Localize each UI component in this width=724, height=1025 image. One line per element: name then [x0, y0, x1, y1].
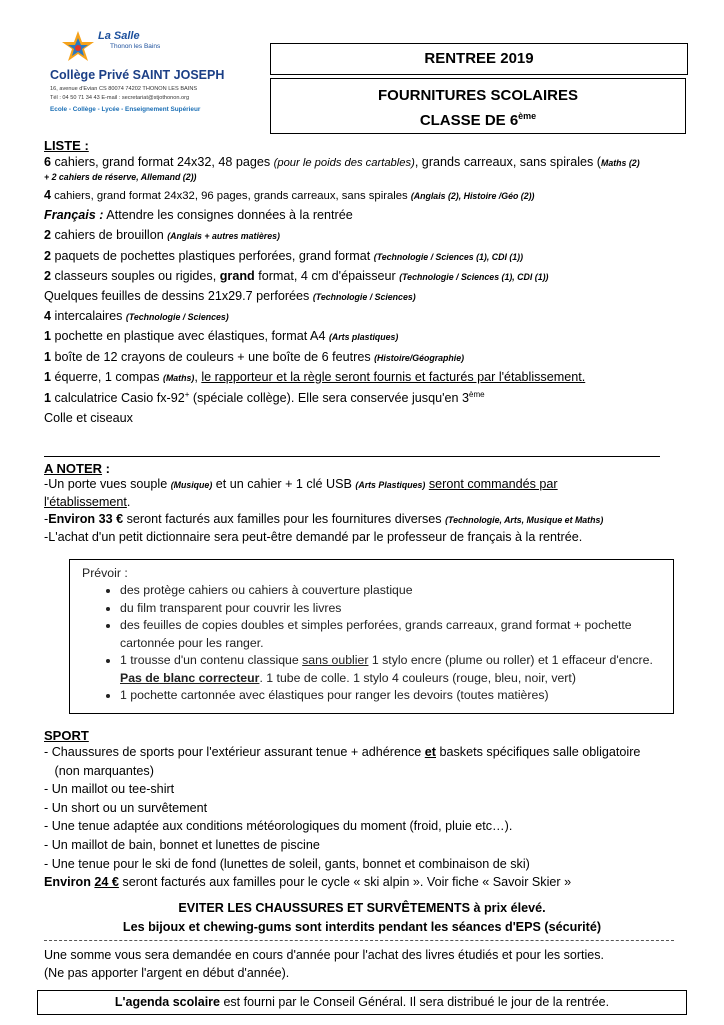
classe-title	[271, 106, 685, 131]
qty: 2	[44, 268, 52, 283]
sport-amount: 24 €	[94, 875, 119, 890]
qty: 4	[44, 188, 52, 202]
divider	[44, 456, 660, 457]
qty: 1	[44, 349, 52, 364]
qty: 2	[44, 248, 52, 263]
school-address: 16, avenue d'Evian CS 80074 74202 THONON LES BAINS	[50, 86, 198, 92]
item-text: 1 trousse d'un contenu classique	[120, 653, 303, 667]
sport-line: - Une tenue adaptée aux conditions météorologiques du moment (froid, pluie etc…).	[44, 819, 513, 834]
agenda-label: L'agenda scolaire	[114, 995, 220, 1009]
note-subject: (Musique)	[170, 480, 213, 490]
sport-line	[44, 743, 704, 762]
agenda-box	[37, 990, 687, 1015]
list-item-cont	[44, 169, 684, 183]
item-note-underlined: le rapporteur et la règle seront fournis et facturés par l'établissement.	[201, 369, 586, 384]
item-text: paquets de pochettes plastiques perforées, grand format	[51, 248, 374, 263]
school-contact: Tél : 04 50 71 34 43 E-mail : secretariat@stjothonon.org	[50, 95, 190, 101]
sport-line: (non marquantes)	[44, 763, 154, 778]
list-item	[44, 309, 684, 323]
prevoir-list	[82, 582, 661, 705]
item-emphasis: grand	[219, 268, 255, 283]
note-text: seront facturés aux familles pour les fournitures diverses	[123, 512, 446, 526]
item-underlined: sans oublier	[302, 653, 369, 667]
item-subject: (Maths)	[163, 372, 195, 383]
list-item	[44, 249, 684, 263]
note-line	[44, 529, 684, 546]
sport-line	[44, 873, 704, 892]
item-subject: (Technologie / Sciences)	[312, 291, 416, 302]
star-logo-icon	[60, 30, 96, 64]
item-text: Attendre les consignes données à la rentrée	[103, 208, 353, 223]
logo-brand: La Salle	[98, 30, 140, 42]
qty: 1	[44, 329, 52, 344]
note-line	[44, 476, 684, 494]
item-subject: (Technologie / Sciences)	[125, 312, 229, 323]
note-underlined: seront commandés par	[428, 477, 558, 491]
sport-title: SPORT	[44, 728, 89, 743]
item-subject: (Anglais + autres matières)	[167, 231, 280, 242]
dashed-divider	[44, 940, 674, 941]
list-item	[44, 289, 684, 303]
sport-text: - Chaussures de sports pour l'extérieur assurant tenue + adhérence	[44, 745, 425, 759]
school-levels: Ecole - Collège - Lycée - Enseignement Supérieur	[50, 106, 201, 113]
sport-line: - Un maillot de bain, bonnet et lunettes de piscine	[44, 837, 320, 852]
sport-line: - Un short ou un survêtement	[44, 800, 208, 815]
item-note: (pour le poids des cartables)	[273, 157, 415, 169]
item-text: classeurs souples ou rigides,	[51, 268, 220, 283]
qty: 6	[44, 155, 52, 169]
item-text: format, 4 cm d'épaisseur	[254, 268, 400, 283]
item-text: , grands carreaux, sans spirales (	[414, 155, 602, 169]
note-text: -Un porte vues souple	[44, 477, 171, 491]
list-item: • des feuilles de copies doubles et simples perforées, grands carreaux, grand format + pochette cartonnée pour les ranger.	[120, 617, 661, 652]
eviter-notice	[44, 899, 680, 937]
list-item: • du film transparent pour couvrir les livres	[120, 600, 661, 618]
classe-sup: ème	[518, 111, 537, 121]
qty: 4	[44, 309, 52, 324]
item-text: boîte de 12 crayons de couleurs + une boîte de 6 feutres	[51, 349, 375, 364]
list-item	[44, 208, 684, 222]
list-item	[44, 390, 684, 405]
note-text: .	[126, 495, 131, 509]
list-item	[44, 350, 684, 364]
rentree-title: RENTREE 2019	[424, 50, 534, 67]
a-noter-heading	[44, 461, 684, 476]
sport-text: seront facturés aux familles pour le cycle « ski alpin ». Voir fiche « Savoir Skier »	[118, 875, 572, 890]
item-text: (spéciale collège). Elle sera conservée jusqu'en 3	[189, 391, 469, 406]
item-subject: + 2 cahiers de réserve, Allemand (2))	[44, 172, 197, 182]
sport-text: baskets spécifiques salle obligatoire	[436, 745, 641, 759]
fournitures-title: FOURNITURES SCOLAIRES	[377, 87, 578, 104]
item-text: calculatrice Casio fx-92	[51, 391, 185, 406]
list-item: • 1 pochette cartonnée avec élastiques pour ranger les devoirs (toutes matières)	[120, 687, 661, 705]
item-label: Français :	[44, 208, 104, 223]
prevoir-box	[69, 559, 674, 714]
item-subject: (Arts plastiques)	[328, 332, 399, 343]
item-text: Colle et ciseaux	[44, 411, 133, 426]
item-text: pochette en plastique avec élastiques, format A4	[51, 329, 329, 344]
item-text: Quelques feuilles de dessins 21x29.7 perforées	[44, 288, 313, 303]
liste-section	[44, 138, 684, 431]
item-subject: (Technologie / Sciences (1), CDI (1))	[373, 251, 524, 262]
note-text: -L'achat d'un petit dictionnaire sera peut-être demandé par le professeur de français à la rentrée.	[44, 530, 583, 544]
item-sup: +	[184, 389, 190, 399]
list-item	[44, 269, 684, 283]
sport-line: - Une tenue pour le ski de fond (lunettes de soleil, gants, bonnet et combinaison de ski)	[44, 856, 530, 871]
qty: 1	[44, 391, 52, 406]
list-item	[120, 652, 661, 687]
list-item	[44, 188, 684, 202]
note-line	[44, 511, 684, 529]
item-text: . 1 tube de colle. 1 stylo 4 couleurs (rouge, bleu, noir, vert)	[259, 670, 576, 685]
note-underlined: l'établissement	[44, 495, 127, 509]
rentree-box	[270, 43, 688, 75]
eviter-line: EVITER LES CHAUSSURES ET SURVÊTEMENTS à prix élevé.	[178, 901, 546, 915]
eviter-line: Les bijoux et chewing-gums sont interdits pendant les séances d'EPS (sécurité)	[122, 920, 602, 934]
sport-section	[44, 728, 704, 892]
somme-notice	[44, 946, 684, 982]
somme-line: (Ne pas apporter l'argent en début d'année).	[44, 966, 290, 980]
list-item: • des protège cahiers ou cahiers à couverture plastique	[120, 582, 661, 600]
a-noter-colon: :	[102, 461, 110, 476]
item-text: équerre, 1 compas	[51, 369, 164, 384]
list-item	[44, 329, 684, 343]
sport-line: - Un maillot ou tee-shirt	[44, 782, 175, 797]
somme-line: Une somme vous sera demandée en cours d'année pour l'achat des livres étudiés et pour les sorties.	[44, 948, 604, 962]
list-item	[44, 411, 684, 425]
prevoir-title: Prévoir :	[82, 566, 128, 580]
item-sup: ème	[469, 389, 485, 399]
item-text: ,	[194, 369, 202, 384]
list-item	[44, 370, 684, 384]
item-subject: (Histoire/Géographie)	[374, 352, 465, 363]
liste-title: LISTE :	[44, 138, 89, 153]
list-item	[44, 155, 684, 169]
item-text: 1 stylo encre (plume ou roller) et 1 effaceur d'encre.	[368, 653, 653, 667]
item-subject: Maths (2)	[601, 158, 640, 168]
school-name: Collège Privé SAINT JOSEPH	[50, 68, 225, 82]
classe-label: CLASSE DE 6	[419, 112, 519, 129]
qty: 2	[44, 228, 52, 243]
item-subject: (Anglais (2), Histoire /Géo (2))	[410, 191, 535, 201]
item-text: cahiers, grand format 24x32, 96 pages, grands carreaux, sans spirales	[51, 190, 411, 202]
logo-brand-sub: Thonon les Bains	[110, 43, 161, 50]
item-text: intercalaires	[51, 309, 126, 324]
note-subject: (Technologie, Arts, Musique et Maths)	[445, 515, 604, 525]
item-subject: (Technologie / Sciences (1), CDI (1))	[399, 271, 549, 282]
a-noter-section	[44, 461, 684, 546]
note-amount: Environ 33 €	[48, 512, 124, 526]
item-text: cahiers, grand format 24x32, 48 pages	[51, 155, 274, 169]
note-text: et un cahier + 1 clé USB	[212, 477, 356, 491]
school-logo	[38, 28, 243, 128]
note-line	[44, 494, 684, 511]
list-item	[44, 228, 684, 242]
item-text: cahiers de brouillon	[51, 228, 168, 243]
note-subject: (Arts Plastiques)	[355, 480, 426, 490]
note-text: -	[44, 512, 49, 526]
a-noter-title: A NOTER	[44, 461, 103, 476]
sport-emphasis: et	[424, 745, 436, 759]
item-warning: Pas de blanc correcteur	[120, 670, 260, 685]
fournitures-box	[270, 78, 686, 134]
qty: 1	[44, 369, 52, 384]
sport-text: Environ	[44, 875, 95, 890]
agenda-text: est fourni par le Conseil Général. Il sera distribué le jour de la rentrée.	[220, 995, 610, 1009]
